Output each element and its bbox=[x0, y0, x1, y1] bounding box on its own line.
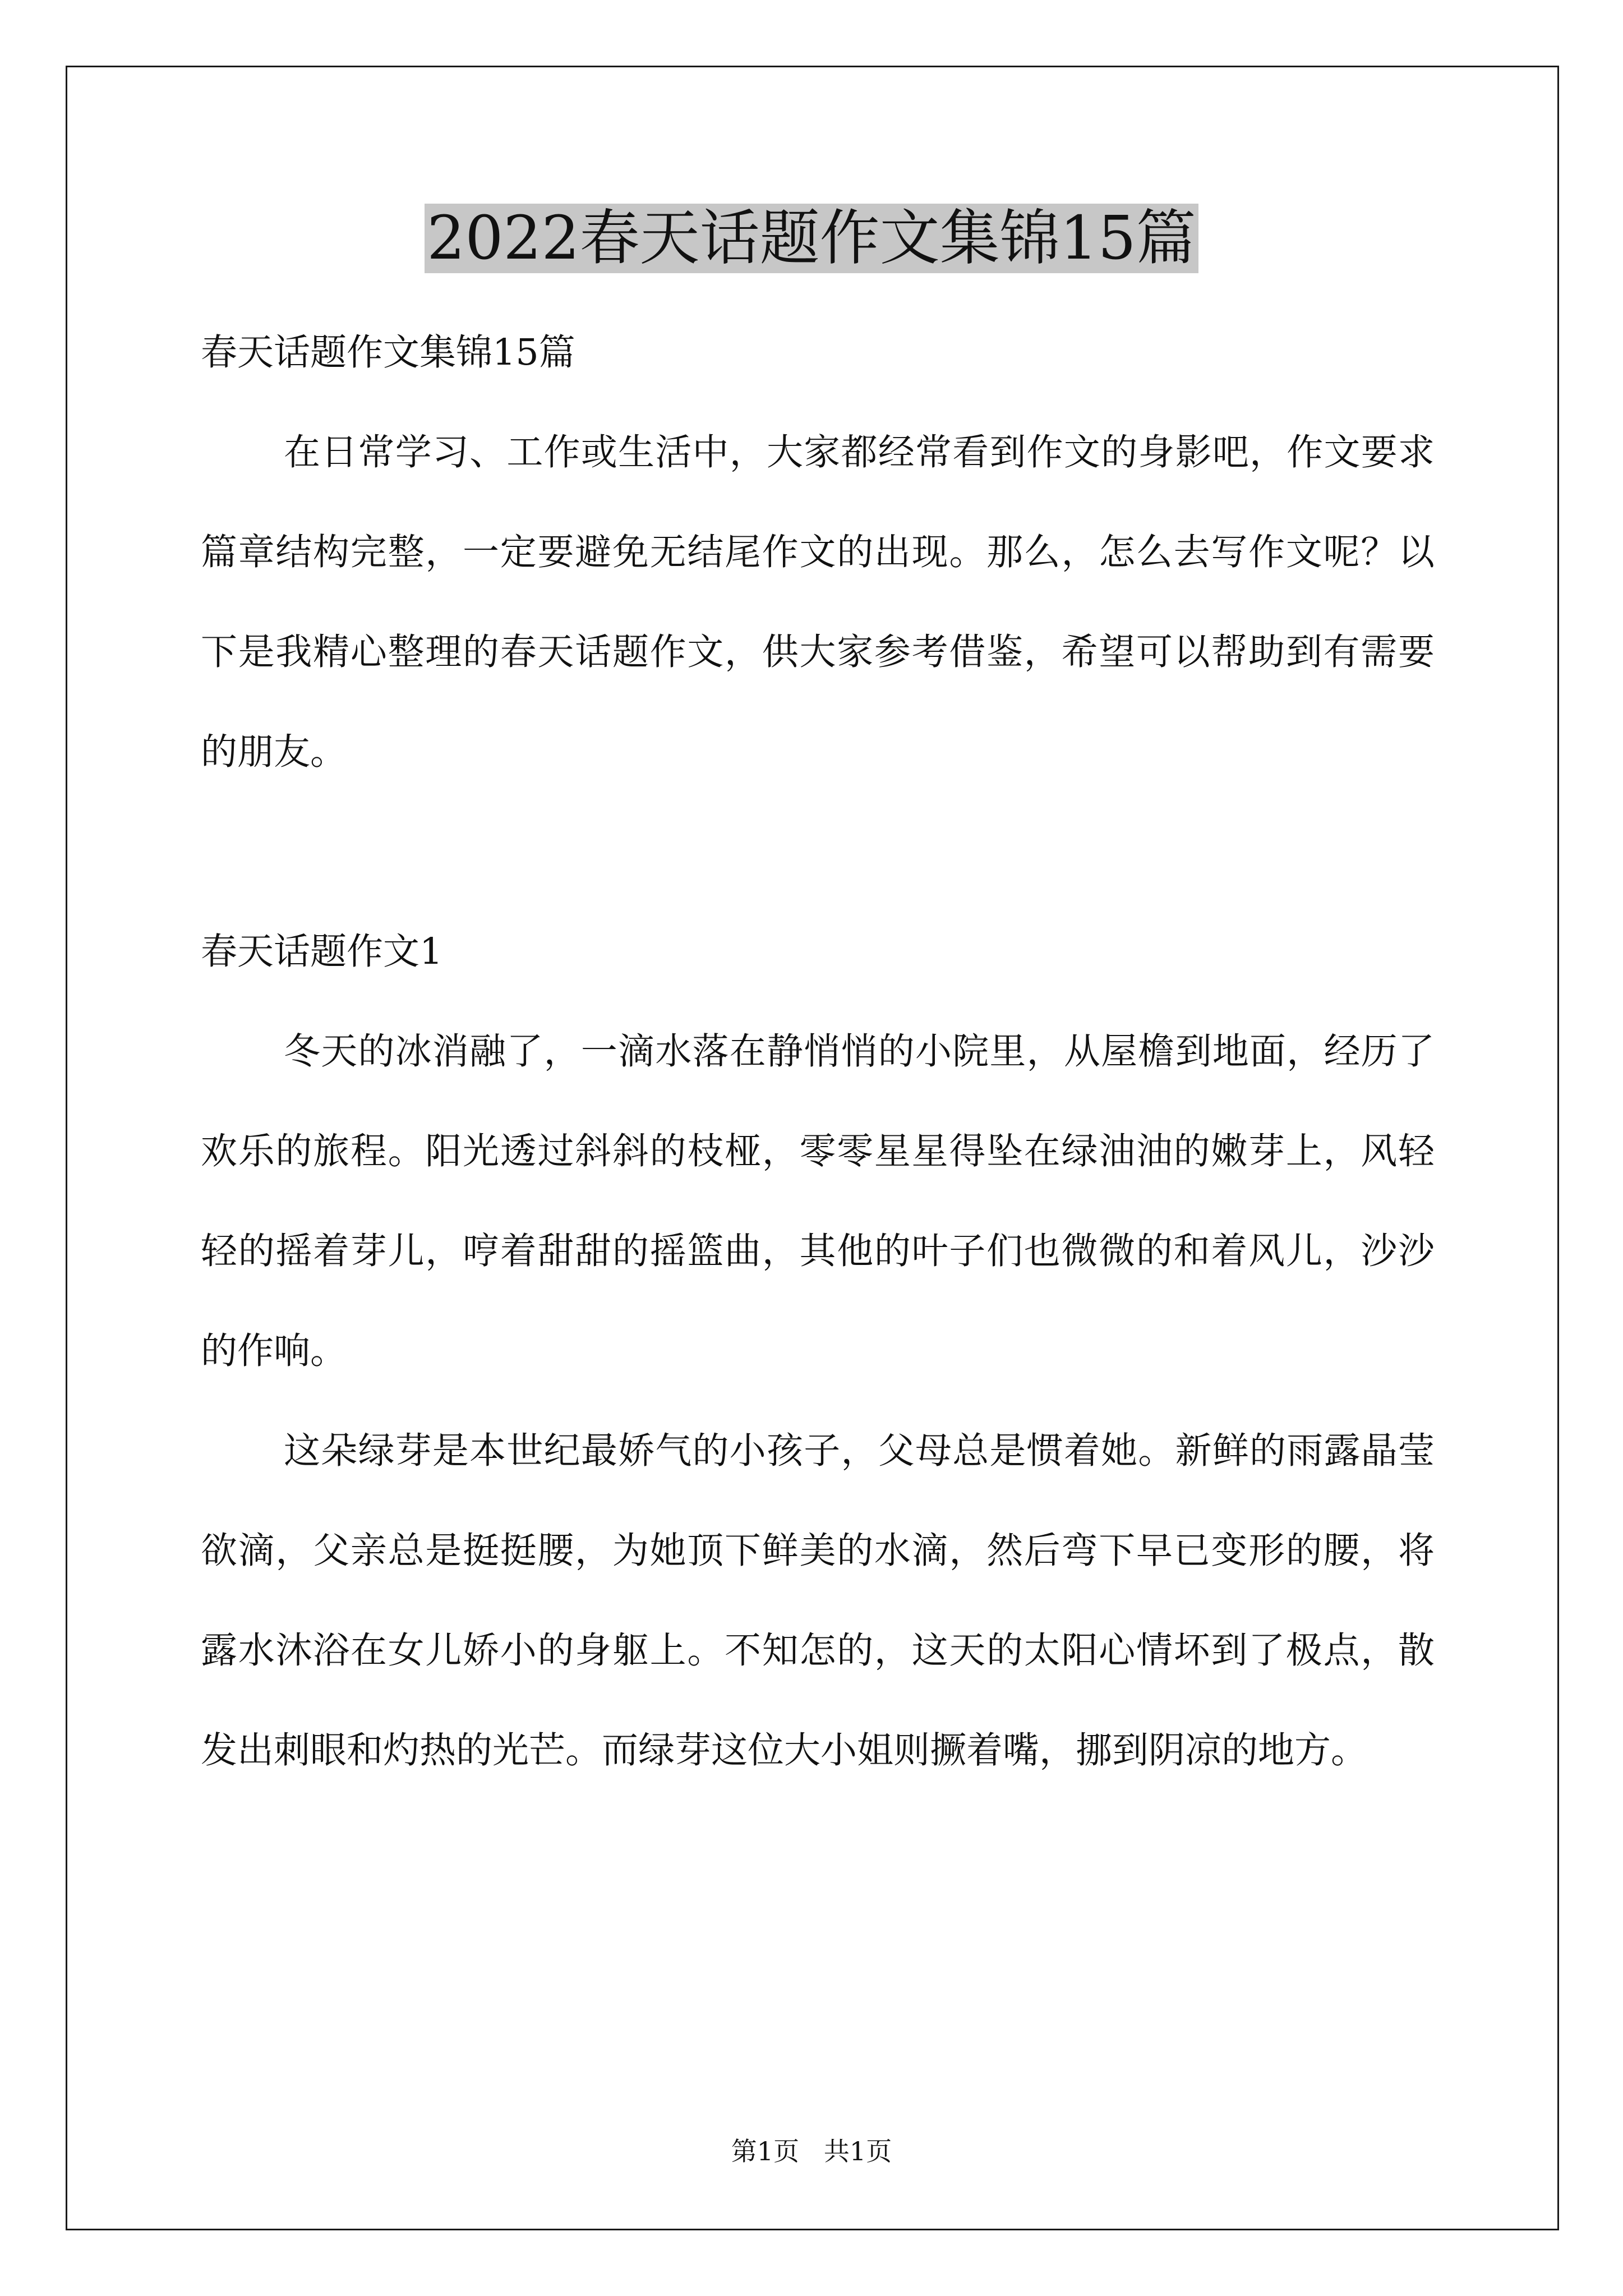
document-title bbox=[0, 199, 1623, 278]
body-paragraph: 冬天的冰消融了，一滴水落在静悄悄的小院里，从屋檐到地面，经历了欢乐的旅程。阳光透过斜斜的枝桠，零零星星得坠在绿油油的嫩芽上，风轻轻的摇着芽儿，哼着甜甜的摇篮曲，其他的叶子们也微微的和着风儿，沙沙的作响。 bbox=[201, 1030, 1435, 1372]
intro-paragraph: 在日常学习、工作或生活中，大家都经常看到作文的身影吧，作文要求篇章结构完整，一定要避免无结尾作文的出现。那么，怎么去写作文呢？以下是我精心整理的春天话题作文，供大家参考借鉴，希望可以帮助到有需要的朋友。 bbox=[201, 431, 1435, 773]
document-subtitle: 春天话题作文集锦15篇 bbox=[201, 332, 575, 374]
body-paragraph: 这朵绿芽是本世纪最娇气的小孩子，父母总是惯着她。新鲜的雨露晶莹欲滴，父亲总是挺挺腰，为她顶下鲜美的水滴，然后弯下早已变形的腰，将露水沐浴在女儿娇小的身躯上。不知怎的，这天的太阳心情坏到了极点，散发出刺眼和灼热的光芒。而绿芽这位大小姐则撅着嘴，挪到阴凉的地方。 bbox=[201, 1430, 1435, 1772]
page-footer: 第1页 共1页 bbox=[731, 2136, 892, 2166]
section-heading: 春天话题作文1 bbox=[201, 931, 443, 973]
document-title-text: 2022春天话题作文集锦15篇 bbox=[425, 204, 1198, 273]
document-body bbox=[201, 303, 1435, 1801]
